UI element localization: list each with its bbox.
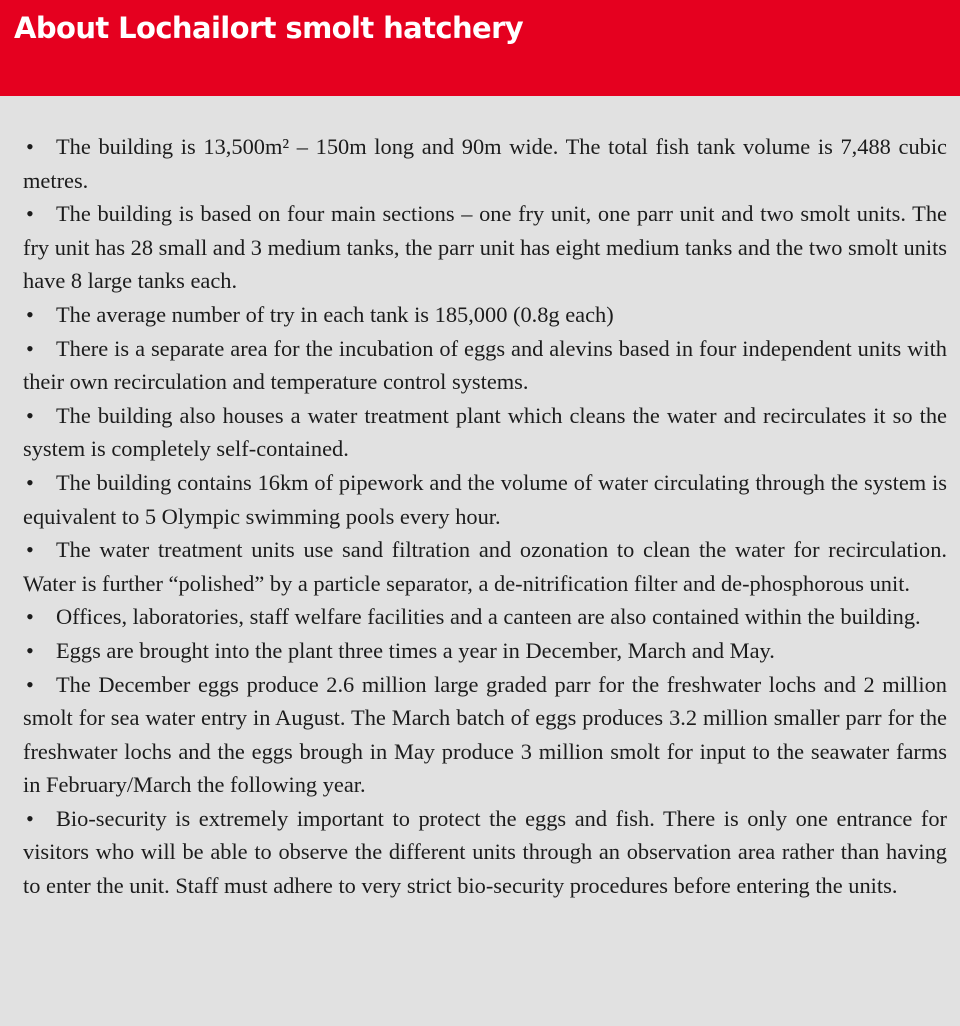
list-item (23, 332, 947, 399)
bullet-list (23, 130, 947, 903)
list-item (23, 130, 947, 197)
bullet-text: There is a separate area for the incubation of eggs and alevins based in four independent units with their own recirculation and temperature control systems. (23, 335, 947, 395)
page-title: About Lochailort smolt hatchery (14, 11, 524, 45)
bullet-icon: • (26, 402, 34, 428)
bullet-icon: • (26, 201, 34, 227)
bullet-text: The building is based on four main sections – one fry unit, one parr unit and two smolt units. The fry unit has 28 small and 3 medium tanks, the parr unit has eight medium tanks and the two smolt units have 8 large tanks each. (23, 201, 947, 294)
bullet-icon: • (26, 537, 34, 563)
bullet-icon: • (26, 805, 34, 831)
bullet-icon: • (26, 134, 34, 159)
list-item (23, 533, 947, 600)
list-item (23, 634, 947, 668)
bullet-text: Eggs are brought into the plant three times a year in December, March and May. (56, 637, 775, 663)
list-item (23, 802, 947, 903)
list-item (23, 197, 947, 298)
bullet-icon: • (26, 671, 34, 697)
list-item (23, 600, 947, 634)
list-item (23, 668, 947, 802)
bullet-icon: • (26, 301, 34, 327)
list-item (23, 399, 947, 466)
bullet-icon: • (26, 637, 34, 663)
header-banner (0, 0, 960, 96)
bullet-text: Offices, laboratories, staff welfare facilities and a canteen are also contained within the building. (56, 604, 921, 630)
bullet-text: The December eggs produce 2.6 million large graded parr for the freshwater lochs and 2 million smolt for sea water entry in August. The March batch of eggs produces 3.2 million smaller parr for the freshwater lochs and the eggs brough in May produce 3 million smolt for input to the seawater farms in February/March the following year. (23, 671, 947, 798)
bullet-text: The building also houses a water treatment plant which cleans the water and recirculates it so the system is completely self-contained. (23, 402, 947, 462)
list-item (23, 466, 947, 533)
bullet-text: The building contains 16km of pipework and the volume of water circulating through the system is equivalent to 5 Olympic swimming pools every hour. (23, 469, 947, 529)
bullet-icon: • (26, 604, 34, 630)
bullet-icon: • (26, 335, 34, 361)
bullet-text: The building is 13,500m² – 150m long and 90m wide. The total fish tank volume is 7,488 cubic metres. (23, 134, 947, 193)
bullet-icon: • (26, 469, 34, 495)
bullet-text: Bio-security is extremely important to protect the eggs and fish. There is only one entrance for visitors who will be able to observe the different units through an observation area rather than having to enter the unit. Staff must adhere to very strict bio-security procedures before entering the units. (23, 805, 947, 899)
bullet-text: The water treatment units use sand filtration and ozonation to clean the water for recirculation. Water is further “polished” by a particle separator, a de-nitrification filter and de-phosphorous unit. (23, 537, 947, 596)
list-item (23, 298, 947, 332)
bullet-text: The average number of try in each tank is 185,000 (0.8g each) (56, 301, 614, 327)
